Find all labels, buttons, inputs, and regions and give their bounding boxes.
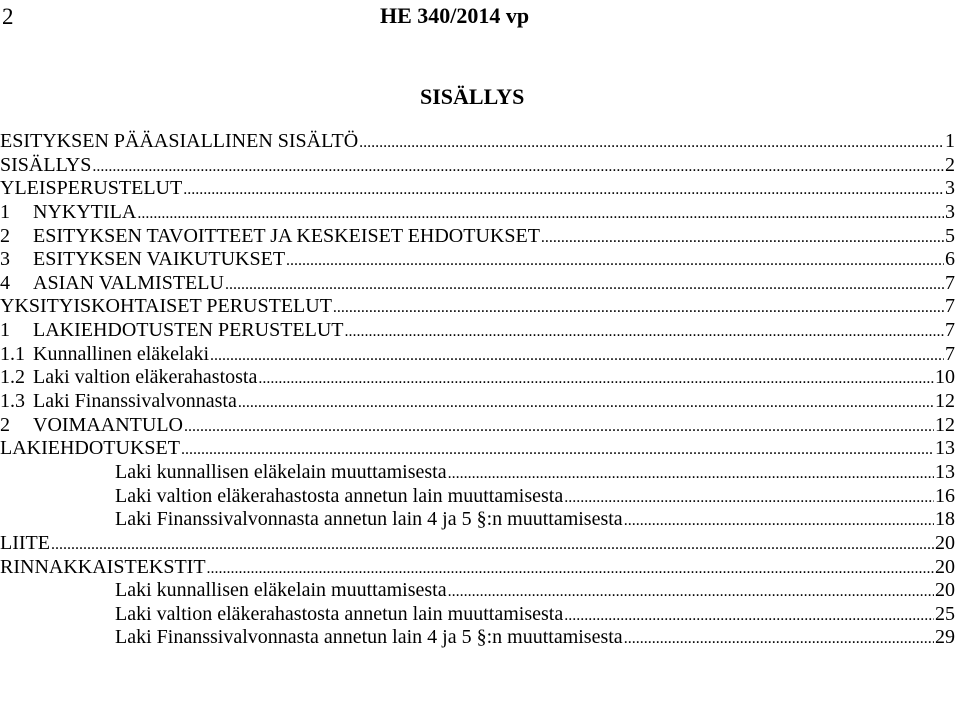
toc-entry-page: 7 xyxy=(945,319,955,342)
toc-entry-leader xyxy=(210,344,944,368)
toc-entry-title: ASIAN VALMISTELU xyxy=(33,271,224,294)
toc-entry-leader xyxy=(564,604,934,628)
toc-entry-leader xyxy=(181,438,934,462)
toc-entry-leader xyxy=(92,155,944,179)
toc-entry-leader xyxy=(225,273,944,297)
toc-entry[interactable] xyxy=(0,556,955,580)
toc-entry-page: 12 xyxy=(935,390,955,413)
toc-entry-number: 1.2 xyxy=(0,366,25,389)
toc-entry-leader xyxy=(183,178,944,202)
toc-entry-title: Kunnallinen eläkelaki xyxy=(33,342,210,365)
toc-entry[interactable] xyxy=(0,272,955,296)
toc-entry-page: 20 xyxy=(935,531,955,554)
toc-entry-number: 1.1 xyxy=(0,342,25,365)
toc-entry-title: NYKYTILA xyxy=(33,200,137,223)
toc-entry-leader xyxy=(564,486,934,510)
toc-entry-title: YKSITYISKOHTAISET PERUSTELUT xyxy=(0,295,332,318)
toc-entry-page: 7 xyxy=(945,271,955,294)
toc-title: SISÄLLYS xyxy=(420,84,525,109)
toc-entry-title: Laki valtion eläkerahastosta xyxy=(33,366,258,389)
toc-entry-leader xyxy=(207,557,934,581)
toc-entry-leader xyxy=(333,296,944,320)
toc-entry-page: 6 xyxy=(945,248,955,271)
toc-entry-page: 5 xyxy=(945,224,955,247)
toc-entry-number: 1 xyxy=(0,319,10,342)
table-of-contents xyxy=(0,130,955,650)
toc-entry[interactable] xyxy=(0,437,955,461)
toc-entry-page: 29 xyxy=(935,626,955,649)
toc-entry-number: 1 xyxy=(0,200,10,223)
toc-entry-number: 4 xyxy=(0,271,10,294)
toc-entry[interactable] xyxy=(0,390,955,414)
toc-entry[interactable] xyxy=(0,414,955,438)
toc-entry-title: ESITYKSEN PÄÄASIALLINEN SISÄLTÖ xyxy=(0,130,359,152)
toc-entry-page: 1 xyxy=(945,130,955,152)
toc-entry-page: 25 xyxy=(935,602,955,625)
toc-entry[interactable] xyxy=(0,154,955,178)
toc-entry[interactable] xyxy=(0,532,955,556)
toc-entry-page: 2 xyxy=(945,153,955,176)
toc-entry[interactable] xyxy=(0,177,955,201)
toc-entry-title: Laki Finanssivalvonnasta annetun lain 4 ja 5 §:n muuttamisesta xyxy=(115,508,623,531)
toc-entry-title: SISÄLLYS xyxy=(0,153,92,176)
toc-entry-leader xyxy=(345,320,944,344)
toc-entry-title: ESITYKSEN TAVOITTEET JA KESKEISET EHDOTUKSET xyxy=(33,224,540,247)
toc-entry-title: Laki kunnallisen eläkelain muuttamisesta xyxy=(115,460,447,483)
toc-entry-leader xyxy=(184,415,934,439)
toc-entry-title: LAKIEHDOTUSTEN PERUSTELUT xyxy=(33,319,344,342)
toc-entry-title: LIITE xyxy=(0,531,50,554)
toc-entry-page: 12 xyxy=(935,413,955,436)
toc-entry[interactable] xyxy=(0,201,955,225)
page-number: 2 xyxy=(2,4,14,29)
toc-entry[interactable] xyxy=(0,248,955,272)
toc-entry-leader xyxy=(238,391,934,415)
toc-entry-page: 20 xyxy=(935,579,955,602)
toc-entry[interactable] xyxy=(0,579,955,603)
toc-entry[interactable] xyxy=(0,603,955,627)
toc-entry-page: 10 xyxy=(935,366,955,389)
toc-entry-page: 3 xyxy=(945,177,955,200)
toc-entry-leader xyxy=(448,580,934,604)
toc-entry-leader xyxy=(51,533,934,557)
toc-entry-leader xyxy=(624,627,934,651)
toc-entry-title: Laki Finanssivalvonnasta annetun lain 4 ja 5 §:n muuttamisesta xyxy=(115,626,623,649)
toc-entry-title: LAKIEHDOTUKSET xyxy=(0,437,180,460)
toc-entry-leader xyxy=(541,226,944,250)
toc-entry[interactable] xyxy=(0,225,955,249)
toc-entry-page: 7 xyxy=(945,295,955,318)
toc-entry-page: 13 xyxy=(935,437,955,460)
toc-entry-page: 3 xyxy=(945,200,955,223)
toc-entry[interactable] xyxy=(0,626,955,650)
toc-entry-leader xyxy=(359,131,944,155)
toc-entry-number: 2 xyxy=(0,224,10,247)
toc-entry[interactable] xyxy=(0,295,955,319)
toc-entry-page: 7 xyxy=(945,342,955,365)
toc-entry-page: 16 xyxy=(935,484,955,507)
toc-entry-page: 20 xyxy=(935,555,955,578)
toc-entry[interactable] xyxy=(0,366,955,390)
toc-entry-page: 18 xyxy=(935,508,955,531)
toc-entry-leader xyxy=(624,509,934,533)
toc-entry-leader xyxy=(286,249,944,273)
toc-entry[interactable] xyxy=(0,485,955,509)
toc-entry-title: Laki valtion eläkerahastosta annetun lain muuttamisesta xyxy=(115,484,564,507)
toc-entry-leader xyxy=(258,367,934,391)
toc-entry[interactable] xyxy=(0,343,955,367)
toc-entry-number: 2 xyxy=(0,413,10,436)
toc-entry-leader xyxy=(137,202,944,226)
toc-entry-title: ESITYKSEN VAIKUTUKSET xyxy=(33,248,286,271)
toc-entry[interactable] xyxy=(0,130,955,154)
toc-entry[interactable] xyxy=(0,508,955,532)
toc-entry-title: VOIMAANTULO xyxy=(33,413,183,436)
toc-entry-number: 1.3 xyxy=(0,390,25,413)
toc-entry[interactable] xyxy=(0,461,955,485)
toc-entry[interactable] xyxy=(0,319,955,343)
toc-entry-title: Laki kunnallisen eläkelain muuttamisesta xyxy=(115,579,447,602)
toc-entry-title: YLEISPERUSTELUT xyxy=(0,177,183,200)
toc-entry-number: 3 xyxy=(0,248,10,271)
toc-entry-title: Laki valtion eläkerahastosta annetun lain muuttamisesta xyxy=(115,602,564,625)
toc-entry-title: Laki Finanssivalvonnasta xyxy=(33,390,237,413)
document-id: HE 340/2014 vp xyxy=(380,3,530,28)
toc-entry-page: 13 xyxy=(935,460,955,483)
toc-entry-title: RINNAKKAISTEKSTIT xyxy=(0,555,206,578)
toc-entry-leader xyxy=(448,462,934,486)
